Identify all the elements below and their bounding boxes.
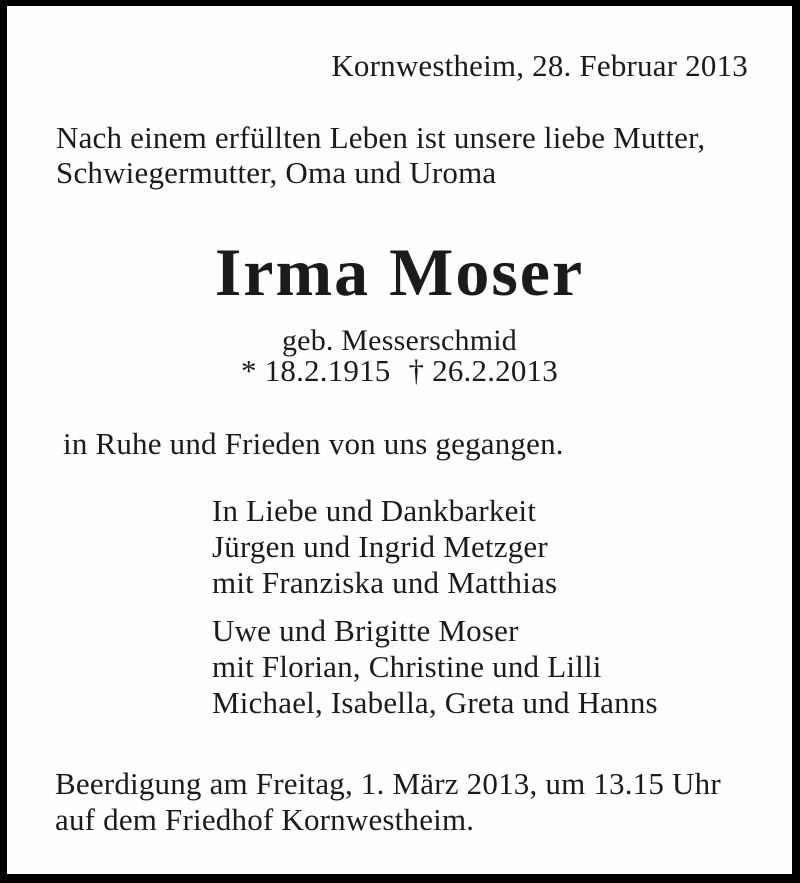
farewell-line: in Ruhe und Frieden von uns gegangen. bbox=[63, 426, 564, 461]
intro-line-1: Nach einem erfüllten Leben ist unsere liebe Mutter, bbox=[56, 120, 706, 155]
life-dates bbox=[7, 355, 792, 386]
funeral-info bbox=[55, 766, 721, 838]
funeral-line-2: auf dem Friedhof Kornwestheim. bbox=[55, 802, 475, 837]
intro-line-2: Schwiegermutter, Oma und Uroma bbox=[56, 155, 497, 190]
dateline: Kornwestheim, 28. Februar 2013 bbox=[331, 48, 748, 83]
obituary-page bbox=[7, 6, 792, 874]
deceased-name: Irma Moser bbox=[214, 234, 585, 310]
maiden-name: geb. Messerschmid bbox=[281, 324, 518, 357]
intro-paragraph bbox=[56, 120, 705, 190]
mourner-line: mit Florian, Christine und Lilli bbox=[212, 649, 602, 684]
birth-date: * 18.2.1915 bbox=[241, 353, 391, 388]
mourners-group-1 bbox=[212, 493, 557, 601]
death-date: † 26.2.2013 bbox=[408, 353, 558, 388]
mourner-line: mit Franziska und Matthias bbox=[212, 565, 558, 600]
mourners-group-2 bbox=[212, 613, 658, 721]
mourner-line: Uwe und Brigitte Moser bbox=[212, 613, 519, 648]
mourner-line: Jürgen und Ingrid Metzger bbox=[212, 529, 548, 564]
funeral-line-1: Beerdigung am Freitag, 1. März 2013, um 13.15 Uhr bbox=[55, 766, 721, 801]
mourner-line: In Liebe und Dankbarkeit bbox=[212, 493, 537, 528]
mourner-line: Michael, Isabella, Greta und Hanns bbox=[212, 685, 658, 720]
